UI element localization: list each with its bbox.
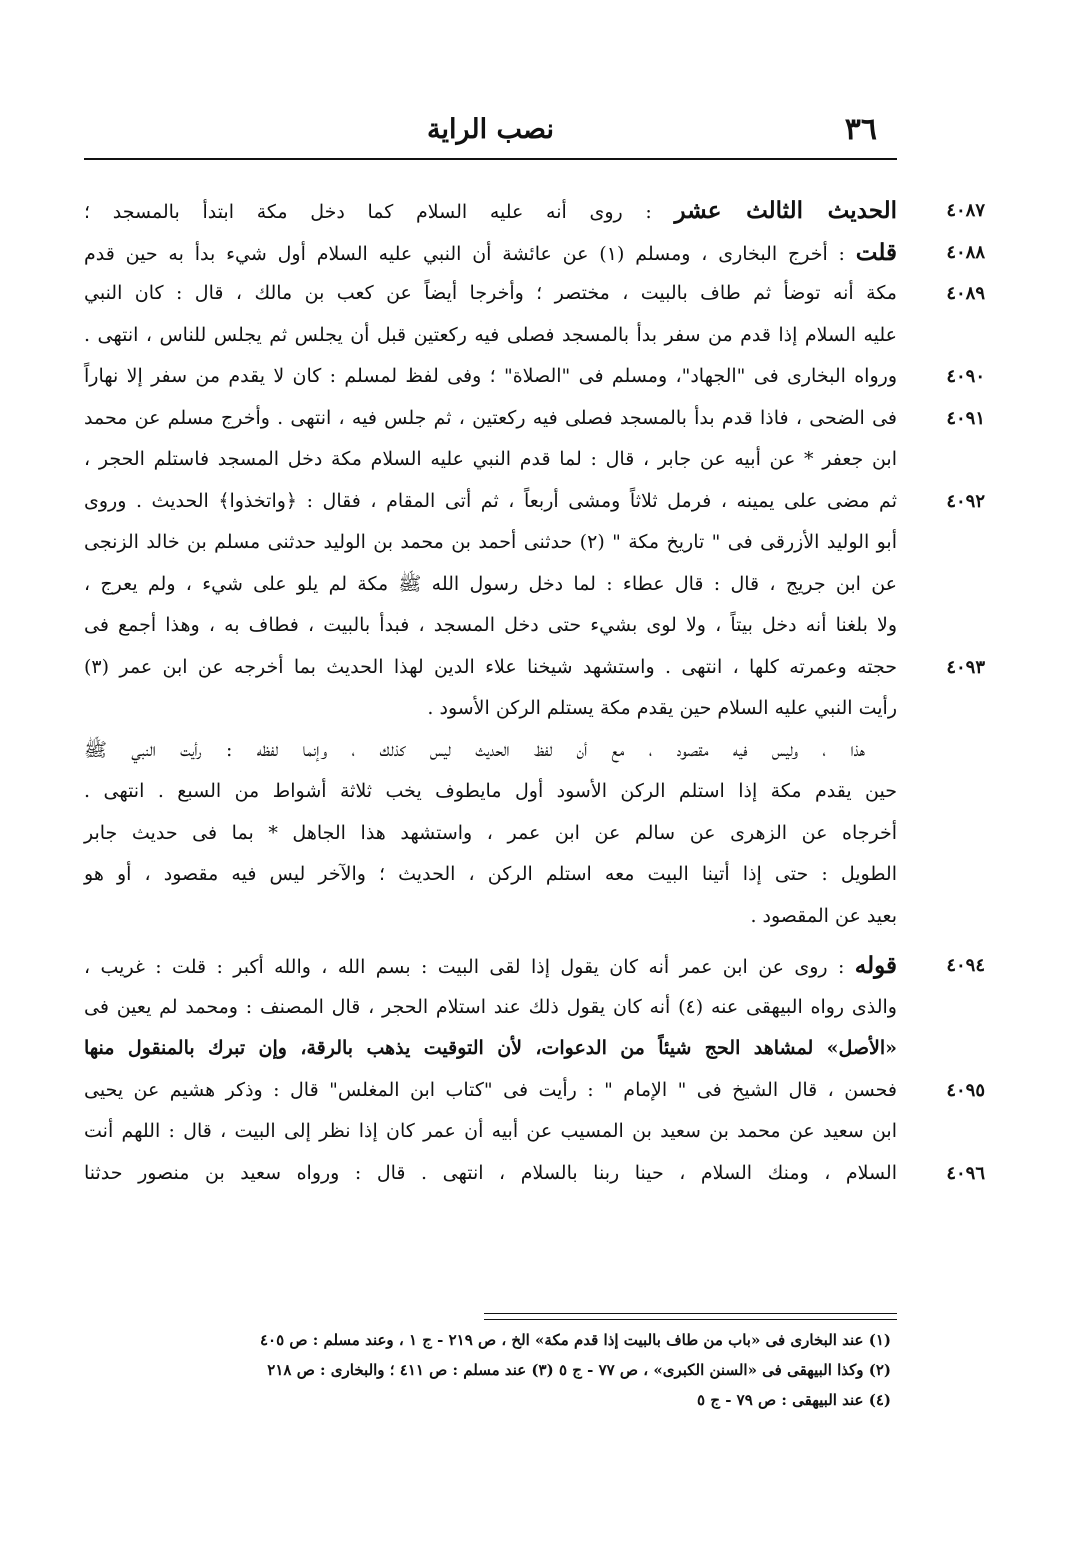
text-line: ابن سعيد عن محمد بن سعيد بن المسيب عن أبيه أن عمر كان إذا نظر إلى البيت ، قال : اللهم أنت	[84, 1120, 897, 1142]
page-number: ٣٦	[844, 112, 877, 147]
text-line: عليه السلام إذا قدم من سفر بدأ بالمسجد فصلى فيه ركعتين قبل أن يجلس ثم يجلس للناس ، انتهى .	[84, 323, 897, 346]
text-line: ٤٠٨٨ قلت : أخرج البخارى ، ومسلم (١) عن عائشة أن النبي عليه السلام أول شيء بدأ به حين قدم	[84, 232, 897, 274]
text-line: رأيت النبي عليه السلام حين يقدم مكة يستلم الركن الأسود .	[427, 697, 897, 719]
page-header	[84, 108, 897, 158]
text-line: ولا بلغنا أنه دخل بيتاً ، ولا لوى بشيء حتى دخل المسجد ، فبدأ بالبيت ، فطاف به ، وهذا أجمع فى	[84, 614, 897, 636]
text-line: ابن جعفر * عن أبيه عن جابر ، قال : لما قدم النبي عليه السلام مكة دخل المسجد فاستلم الحجر ،	[84, 448, 897, 470]
text-line: ٤٠٩٦ السلام ، ومنك السلام ، حينا ربنا بالسلام ، انتهى . قال : ورواه سعيد بن منصور حدثنا	[84, 1153, 897, 1195]
line-number: ٤٠٩٤	[946, 955, 985, 976]
text-line: ٤٠٩٥ فحسن ، قال الشيخ فى " الإمام " : رأيت فى "كتاب ابن المغلس" قال : وذكر هشيم عن يحيى	[84, 1070, 897, 1112]
text-line: ٤٠٨٩ مكة أنه توضأ ثم طاف بالبيت ، مختصر ؛ وأخرجا أيضاً عن كعب بن مالك ، قال : كان النبي	[84, 273, 897, 315]
header-rule	[84, 158, 897, 160]
footnote: (١) عند البخارى فى «باب من طاف بالبيت إذا قدم مكة» الخ ، ص ٢١٩ - ج ١ ، وعند مسلم : ص ٤٠٥	[259, 1331, 891, 1349]
text-line: ٤٠٩٤ قوله : روى عن ابن عمر أنه كان يقول إذا لقى البيت : بسم الله ، والله أكبر : قلت : غريب ،	[84, 945, 897, 987]
text-line: بعيد عن المقصود .	[750, 904, 897, 927]
line-number: ٤٠٨٨	[946, 241, 985, 263]
text-line: حين يقدم مكة إذا استلم الركن الأسود أول مايطوف يخب ثلاثة أشواط من السبع . انتهى .	[84, 780, 897, 802]
text-line: الطويل : حتى إذا أتينا البيت معه استلم الركن ، الحديث ؛ والآخر ليس فيه مقصود ، أو هو	[84, 863, 897, 885]
text-line: أخرجاه عن الزهرى عن سالم عن ابن عمر ، واستشهد هذا الجاهل * بما فى حديث جابر	[84, 821, 897, 844]
footnote: (٢) وكذا البيهقى فى «السنن الكبرى» ، ص ٧٧ - ج ٥ (٣) عند مسلم : ص ٤١١ ؛ والبخارى : ص ٢١٨	[267, 1361, 891, 1379]
text-line: هذا ، وليس فيه مقصود ، مع أن لفظ الحديث ليس كذلك ، وإنما لفظه : رأيت النبي ﷺ	[84, 738, 865, 761]
text-line: ٤٠٩٣ حجته وعمرته كلها ، انتهى . واستشهد شيخنا علاء الدين لهذا الحديث بما أخرجه عن ابن عمر (٣)	[84, 647, 897, 689]
line-number: ٤٠٩٦	[946, 1162, 985, 1184]
line-number: ٤٠٩٢	[946, 490, 985, 512]
text-line: ٤٠٩٠ ورواه البخارى فى "الجهاد"، ومسلم فى "الصلاة" ؛ وفى لفظ لمسلم : كان لا يقدم من سفر إلا نهاراً	[84, 356, 897, 398]
footnote: (٤) عند البيهقى : ص ٧٩ - ج ٥	[697, 1391, 891, 1409]
text-line: والذى رواه البيهقى عنه (٤) أنه كان يقول ذلك عند استلام الحجر ، قال المصنف : ومحمد لم يعين فى	[84, 995, 897, 1018]
qawluhu-label: قوله	[854, 952, 897, 979]
text-line: أبو الوليد الأزرقى فى " تاريخ مكة " (٢) حدثنى أحمد بن محمد بن الوليد حدثنى مسلم بن خالد الزنجى	[84, 531, 897, 553]
text-line: ٤٠٨٧ الحديث الثالث عشر : روى أنه عليه السلام كما دخل مكة ابتدأ بالمسجد ؛	[84, 190, 897, 232]
qultu-label: قلت	[855, 238, 897, 266]
text-line: عن ابن جريج ، قال : قال عطاء : لما دخل رسول الله ﷺ مكة لم يلو على شيء ، ولم يعرج ،	[84, 572, 897, 595]
line-number: ٤٠٨٩	[946, 283, 985, 304]
line-number: ٤٠٩١	[946, 407, 985, 429]
text-line: ٤٠٩٢ ثم مضى على يمينه ، فرمل ثلاثاً ومشى أربعاً ، ثم أتى المقام ، فقال : ﴿واتخذوا﴾ الحديث . وروى	[84, 481, 897, 523]
text-line: «الأصل» لمشاهد الحج شيئاً من الدعوات، لأن التوقيت يذهب بالرقة، وإن تبرك بالمنقول منها	[84, 1037, 897, 1059]
running-title: نصب الراية	[427, 114, 554, 145]
hadith-heading: الحديث الثالث عشر	[674, 197, 897, 224]
line-number: ٤٠٩٥	[946, 1079, 985, 1101]
line-number: ٤٠٨٧	[946, 200, 985, 221]
main-text	[84, 190, 985, 1194]
text-line: ٤٠٩١ فى الضحى ، فاذا قدم بدأ بالمسجد فصلى فيه ركعتين ، ثم جلس فيه ، انتهى . وأخرج مسلم عن محمد	[84, 398, 897, 440]
footnotes	[84, 1325, 897, 1415]
line-number: ٤٠٩٠	[946, 366, 985, 387]
footnote-rule	[484, 1313, 897, 1320]
line-number: ٤٠٩٣	[946, 656, 985, 678]
